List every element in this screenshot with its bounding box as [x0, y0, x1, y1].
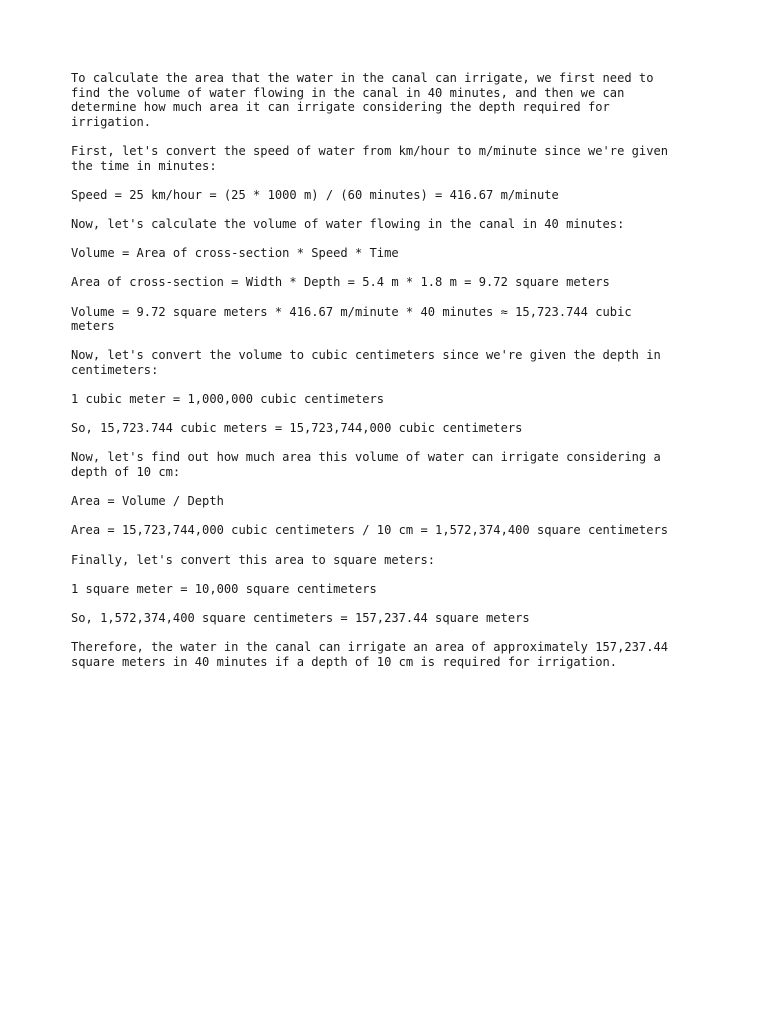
cubic-cm-intro: Now, let's convert the volume to cubic centimeters since we're given the depth in centimeters:: [71, 348, 661, 377]
document-page: [71, 71, 701, 684]
cross-section-equation: Area of cross-section = Width * Depth = 5.4 m * 1.8 m = 9.72 square meters: [71, 275, 610, 290]
volume-formula: Volume = Area of cross-section * Speed * Time: [71, 246, 399, 261]
conclusion-paragraph: Therefore, the water in the canal can irrigate an area of approximately 157,237.44 square meters in 40 minutes if a depth of 10 cm is required for irrigation.: [71, 640, 669, 669]
intro-paragraph: To calculate the area that the water in the canal can irrigate, we first need to find the volume of water flowing in the canal in 40 minutes, and then we can determine how much area it can irrigate considering the depth required for irrigation.: [71, 71, 654, 129]
volume-equation: Volume = 9.72 square meters * 416.67 m/minute * 40 minutes ≈ 15,723.744 cubic meters: [71, 304, 632, 334]
cubic-conversion-result: So, 15,723.744 cubic meters = 15,723,744,000 cubic centimeters: [71, 421, 523, 436]
speed-conversion-intro: First, let's convert the speed of water from km/hour to m/minute since we're given the time in minutes:: [71, 143, 669, 173]
area-equation: Area = 15,723,744,000 cubic centimeters / 10 cm = 1,572,374,400 square centimeters: [71, 523, 669, 538]
square-conversion-factor: 1 square meter = 10,000 square centimeters: [71, 581, 377, 596]
area-intro: Now, let's find out how much area this volume of water can irrigate considering a depth of 10 cm:: [71, 450, 661, 480]
volume-intro: Now, let's calculate the volume of water flowing in the canal in 40 minutes:: [71, 216, 625, 231]
square-meter-intro: Finally, let's convert this area to square meters:: [71, 552, 436, 567]
square-conversion-result: So, 1,572,374,400 square centimeters = 157,237.44 square meters: [71, 610, 530, 625]
speed-equation: Speed = 25 km/hour = (25 * 1000 m) / (60 minutes) = 416.67 m/minute: [71, 187, 559, 202]
cubic-conversion-factor: 1 cubic meter = 1,000,000 cubic centimeters: [71, 392, 385, 407]
area-formula: Area = Volume / Depth: [71, 494, 224, 509]
